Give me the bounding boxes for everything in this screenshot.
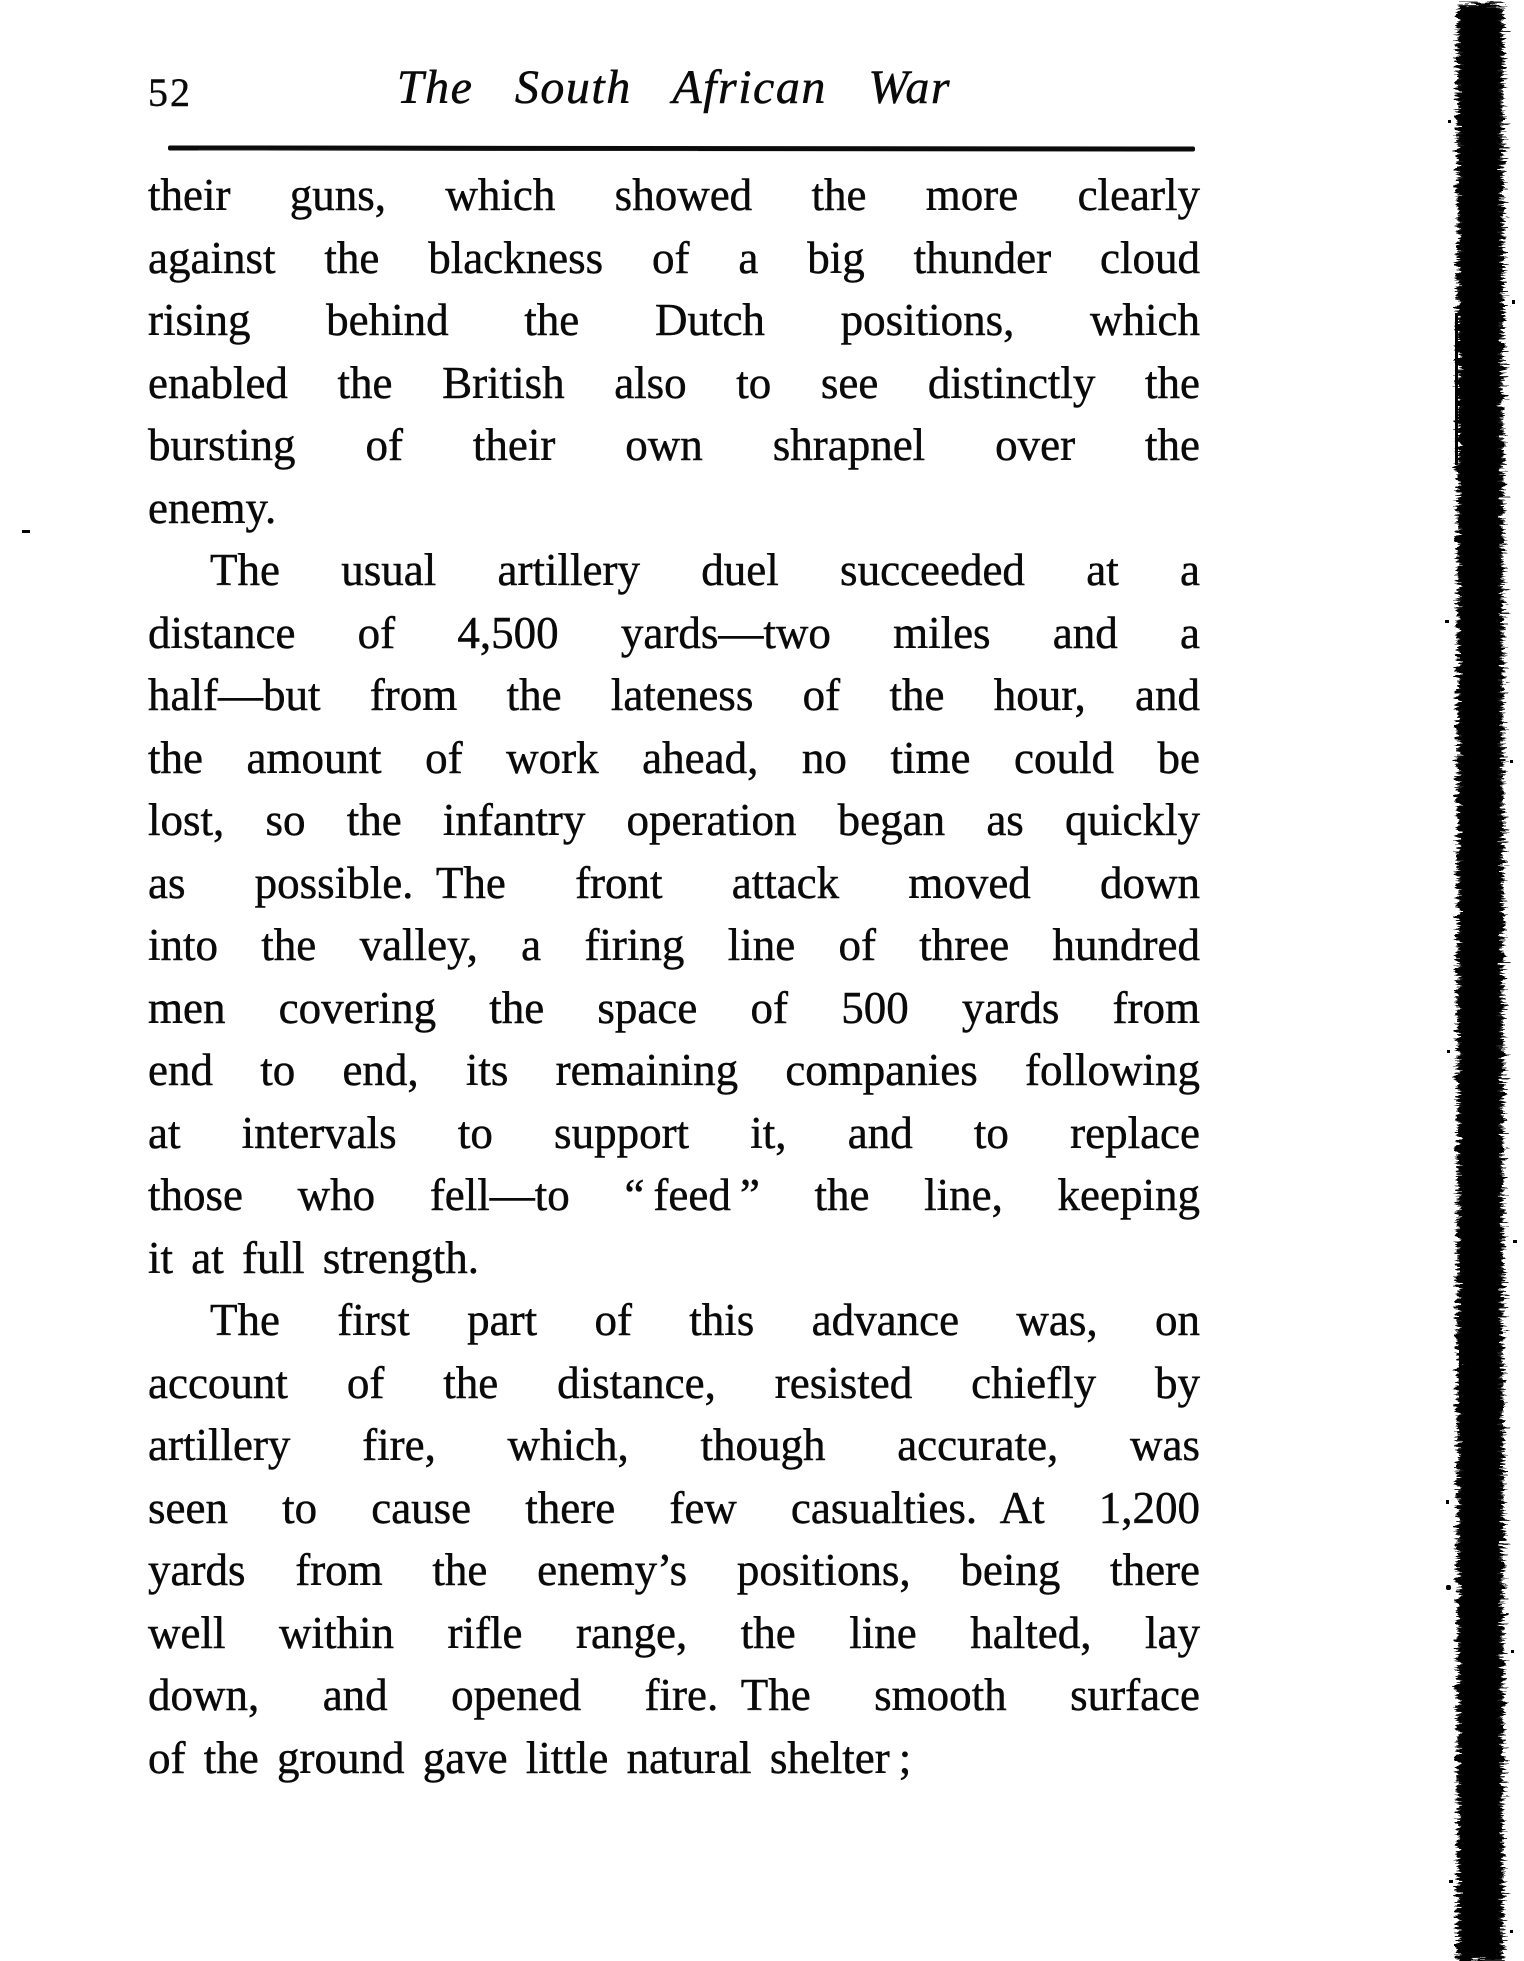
text-line: at intervals to support it, and to replace	[148, 1107, 1200, 1158]
running-title: The South African War	[396, 61, 952, 114]
scan-speck	[1510, 1930, 1513, 1933]
text-line: half—but from the lateness of the hour, and	[148, 670, 1200, 720]
text-line: it at full strength.	[148, 1232, 479, 1283]
text-line: as possible. The front attack moved down	[148, 857, 1200, 908]
scan-speck	[1445, 620, 1449, 623]
text-line: their guns, which showed the more clearly	[148, 170, 1200, 220]
text-line: The first part of this advance was, on	[210, 1295, 1200, 1345]
text-line: of the ground gave little natural shelter ;	[148, 1732, 912, 1783]
scan-artifact	[1455, 313, 1458, 465]
scan-gutter-band	[1404, 0, 1524, 1961]
text-line: the amount of work ahead, no time could be	[148, 732, 1200, 783]
body-text	[148, 164, 1200, 1789]
page-number: 52	[148, 70, 192, 115]
scan-speck	[1449, 1880, 1453, 1883]
scan-speck	[1510, 760, 1513, 763]
scan-speck	[1447, 1050, 1450, 1053]
scan-artifact	[1459, 1336, 1462, 1398]
text-line: enemy.	[148, 482, 277, 533]
scan-speck	[1446, 1500, 1449, 1504]
scan-speck	[1512, 300, 1515, 304]
scan-artifact	[1446, 1585, 1451, 1590]
text-line: The usual artillery duel succeeded at a	[210, 545, 1200, 595]
text-line: into the valley, a firing line of three hundred	[148, 920, 1200, 970]
text-line: lost, so the infantry operation began as quickly	[148, 795, 1200, 845]
scan-speck	[1448, 120, 1451, 123]
scan-artifact	[22, 530, 30, 533]
text-line: rising behind the Dutch positions, which	[148, 295, 1200, 345]
text-line: end to end, its remaining companies following	[148, 1045, 1200, 1095]
scan-artifact	[1460, 1254, 1463, 1272]
text-line: well within rifle range, the line halted, lay	[148, 1607, 1200, 1658]
text-line: bursting of their own shrapnel over the	[148, 420, 1200, 470]
text-line: men covering the space of 500 yards from	[148, 982, 1200, 1033]
scan-speck	[1511, 1650, 1514, 1653]
text-line: yards from the enemy’s positions, being there	[148, 1545, 1200, 1595]
scan-artifact	[1462, 1785, 1466, 1835]
text-line: artillery fire, which, though accurate, was	[148, 1420, 1200, 1470]
text-line: distance of 4,500 yards—two miles and a	[148, 607, 1200, 658]
text-line: enabled the British also to see distinctly the	[148, 357, 1200, 408]
text-line: against the blackness of a big thunder cloud	[148, 232, 1200, 283]
header-rule	[168, 145, 1195, 151]
text-line: down, and opened fire. The smooth surface	[148, 1670, 1200, 1720]
text-line: those who fell—to “ feed ” the line, keeping	[148, 1170, 1200, 1220]
text-line: seen to cause there few casualties. At 1,200	[148, 1482, 1200, 1533]
text-line: account of the distance, resisted chiefly by	[148, 1357, 1200, 1408]
scan-speck	[1513, 1240, 1517, 1243]
